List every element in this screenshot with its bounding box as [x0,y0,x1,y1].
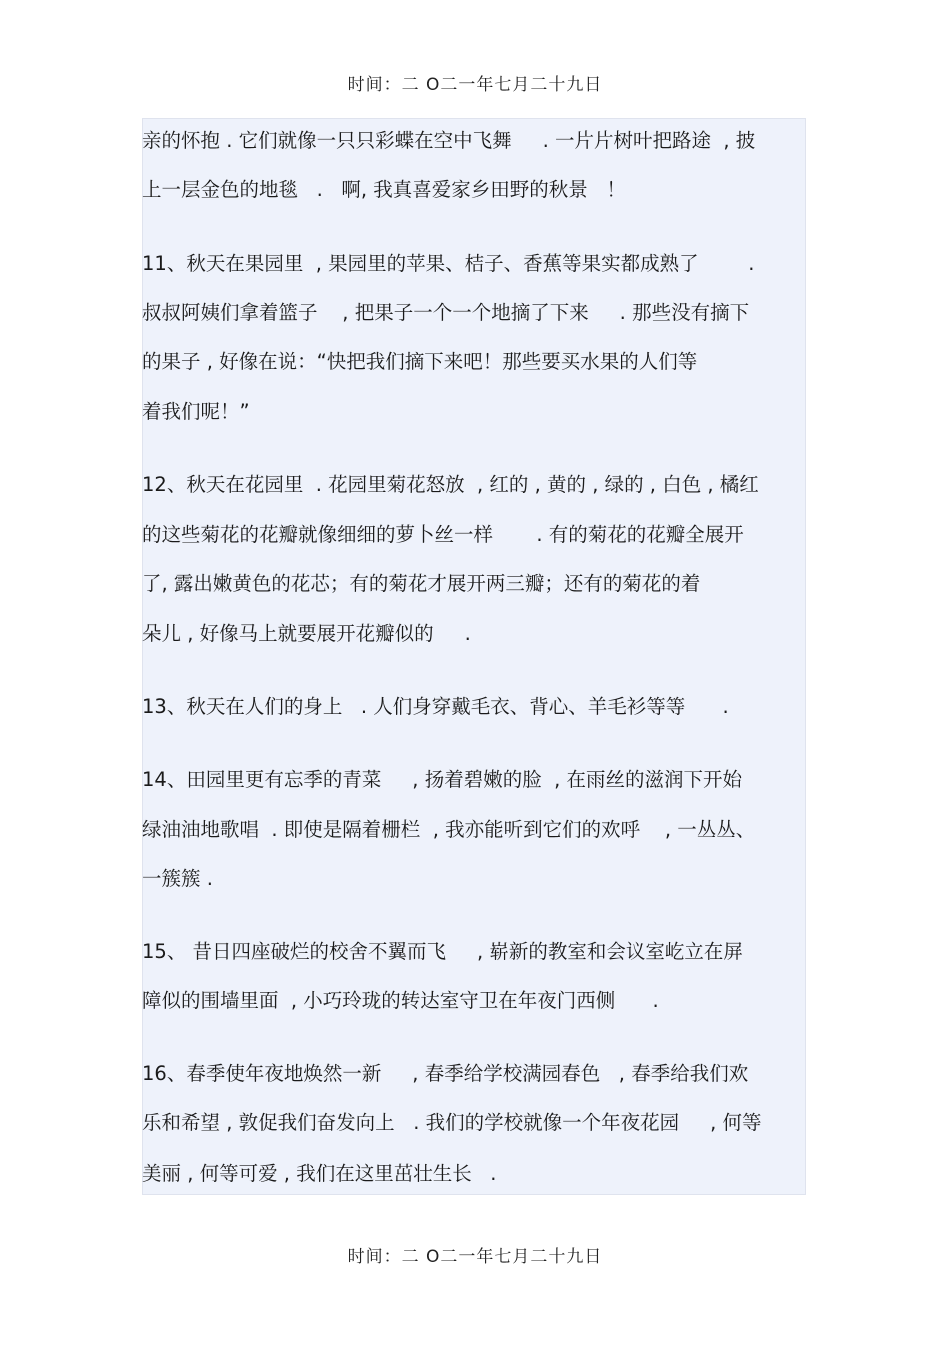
paragraph-line: 15、 昔日四座破烂的校舍不翼而飞 , 崭新的教室和会议室屹立在屏 [142,940,743,963]
paragraph-line: 13、秋天在人们的身上 . 人们身穿戴毛衣、背心、羊毛衫等等 . [142,695,729,718]
paragraph-line: 上一层金色的地毯 . 啊, 我真喜爱家乡田野的秋景 ！ [142,178,626,201]
paragraph-line: 乐和希望 , 敦促我们奋发向上 . 我们的学校就像一个年夜花园 , 何等 [142,1111,762,1134]
paragraph-line: 亲的怀抱 . 它们就像一只只彩蝶在空中飞舞 . 一片片树叶把路途 , 披 [142,129,756,152]
paragraph-line: 了, 露出嫩黄色的花芯；有的菊花才展开两三瓣；还有的菊花的着 [142,572,701,595]
page-footer: 时间：二 O二一年七月二十九日 [347,1247,603,1267]
paragraph-line: 16、春季使年夜地焕然一新 , 春季给学校满园春色 , 春季给我们欢 [142,1062,749,1085]
page-header: 时间：二 O二一年七月二十九日 [347,75,603,95]
paragraph-line: 12、秋天在花园里 . 花园里菊花怒放 , 红的 , 黄的 , 绿的 , 白色 , 橘红 [142,473,759,496]
paragraph-line: 美丽 , 何等可爱 , 我们在这里茁壮生长 . [142,1162,497,1185]
paragraph-line: 着我们呢！” [142,400,250,423]
paragraph-line: 一簇簇 . [142,867,213,890]
paragraph-line: 的果子 , 好像在说：“快把我们摘下来吧！那些要买水果的人们等 [142,350,698,373]
paragraph-line: 11、秋天在果园里 , 果园里的苹果、桔子、香蕉等果实都成熟了 . [142,252,755,275]
paragraph-line: 绿油油地歌唱 . 即使是隔着栅栏 , 我亦能听到它们的欢呼 , 一丛丛、 [142,818,756,841]
paragraph-line: 叔叔阿姨们拿着篮子 , 把果子一个一个地摘了下来 . 那些没有摘下 [142,301,750,324]
paragraph-line: 14、田园里更有忘季的青菜 , 扬着碧嫩的脸 , 在雨丝的滋润下开始 [142,768,742,791]
paragraph-line: 朵儿 , 好像马上就要展开花瓣似的 . [142,622,471,645]
content-box [142,118,806,1195]
paragraph-line: 的这些菊花的花瓣就像细细的萝卜丝一样 . 有的菊花的花瓣全展开 [142,523,744,546]
paragraph-line: 障似的围墙里面 , 小巧玲珑的转达室守卫在年夜门西侧 . [142,989,659,1012]
